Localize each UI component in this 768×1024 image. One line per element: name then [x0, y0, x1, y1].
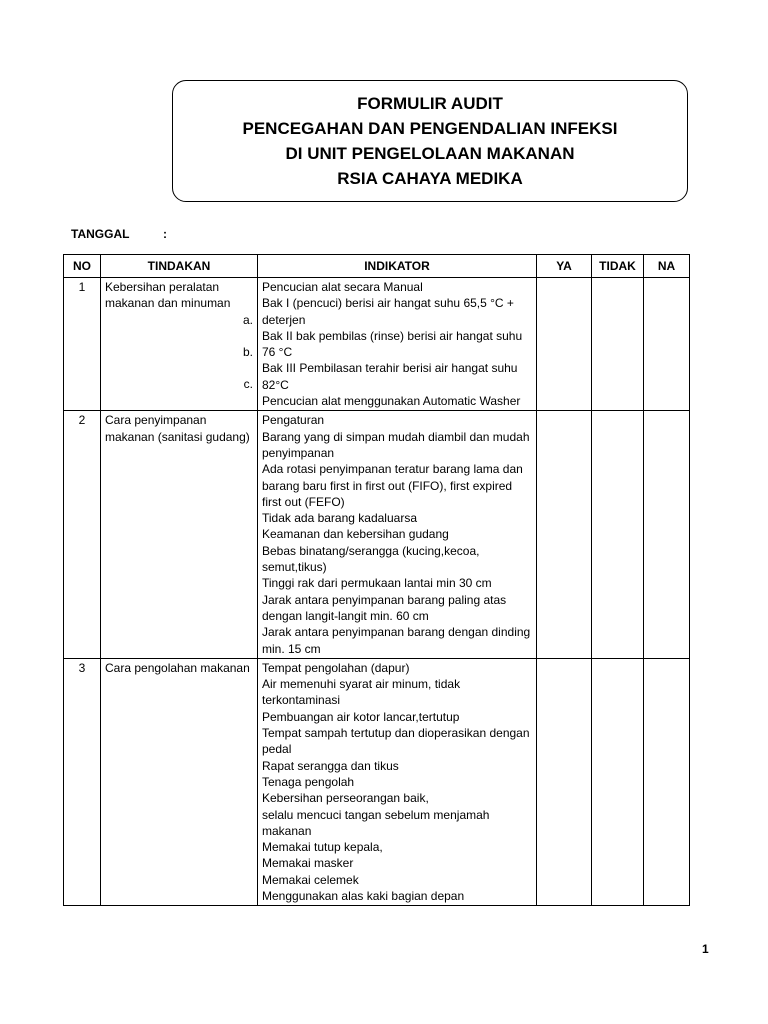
sub-label: a. [242, 312, 253, 327]
tindakan-text: Cara pengolahan makanan [105, 660, 250, 675]
header-no: NO [64, 255, 101, 278]
indikator-item: Jarak antara penyimpanan barang dengan dinding min. 15 cm [262, 625, 531, 656]
indikator-item: Bak II bak pembilas (rinse) berisi air hangat suhu 76 °C [262, 328, 523, 360]
header-tindakan: TINDAKAN [101, 255, 258, 278]
indikator-item: Bak III Pembilasan terahir berisi air hangat suhu 82°C [262, 361, 518, 392]
title-line-4: RSIA CAHAYA MEDIKA [337, 169, 523, 188]
na-cell[interactable] [644, 411, 690, 658]
indikator-item: Memakai masker [262, 856, 354, 871]
table-row [64, 411, 690, 658]
page-number: 1 [702, 942, 709, 956]
tindakan-cell [101, 411, 258, 658]
sub-label: c. [243, 377, 253, 392]
date-label: TANGGAL [71, 227, 130, 241]
table-row [64, 658, 690, 905]
header-na: NA [644, 255, 690, 278]
tindakan-cell [101, 278, 258, 411]
indikator-item: Rapat serangga dan tikus [262, 758, 399, 773]
indikator-item: Tinggi rak dari permukaan lantai min 30 cm [262, 576, 492, 591]
table-header-row [64, 255, 690, 278]
row-number: 3 [64, 658, 101, 905]
indikator-item: Pencucian alat menggunakan Automatic Washer [262, 394, 521, 409]
indikator-item: Tidak ada barang kadaluarsa [262, 511, 417, 526]
ya-cell[interactable] [537, 411, 592, 658]
indikator-item: Barang yang di simpan mudah diambil dan mudah penyimpanan [262, 429, 530, 460]
indikator-item: Bak I (pencuci) berisi air hangat suhu 65,5 °C + deterjen [262, 296, 514, 327]
tidak-cell[interactable] [592, 658, 644, 905]
table-row [64, 278, 690, 411]
tindakan-text: Cara penyimpanan makanan (sanitasi gudang) [105, 413, 250, 444]
audit-table [63, 254, 690, 906]
indikator-item: Memakai celemek [262, 872, 359, 887]
indikator-cell [258, 658, 537, 905]
indikator-item: Air memenuhi syarat air minum, tidak terkontaminasi [262, 677, 461, 708]
indikator-item: Pengaturan [262, 413, 325, 428]
indikator-item: Menggunakan alas kaki bagian depan [262, 888, 465, 903]
title-line-1: FORMULIR AUDIT [357, 94, 503, 113]
tindakan-cell [101, 658, 258, 905]
sub-label: b. [242, 344, 253, 359]
row-number: 2 [64, 411, 101, 658]
indikator-item: Pembuangan air kotor lancar,tertutup [262, 709, 460, 724]
indikator-item: Bebas binatang/serangga (kucing,kecoa, semut,tikus) [262, 543, 480, 575]
indikator-item: Ada rotasi penyimpanan teratur barang lama dan barang baru first in first out (FIFO), first expired first out (FEFO) [262, 462, 523, 509]
row-number: 1 [64, 278, 101, 411]
tindakan-text: Kebersihan peralatan makanan dan minuman [105, 280, 231, 311]
indikator-item: Keamanan dan kebersihan gudang [262, 527, 449, 542]
indikator-cell [258, 278, 537, 411]
indikator-item: Tempat sampah tertutup dan dioperasikan dengan pedal [262, 726, 530, 757]
na-cell[interactable] [644, 658, 690, 905]
indikator-item: Tenaga pengolah [262, 774, 355, 789]
indikator-item: Memakai tutup kepala, [262, 840, 383, 855]
tidak-cell[interactable] [592, 278, 644, 411]
indikator-item: selalu mencuci tangan sebelum menjamah makanan [262, 807, 490, 838]
indikator-cell [258, 411, 537, 658]
ya-cell[interactable] [537, 658, 592, 905]
indikator-item: Jarak antara penyimpanan barang paling atas dengan langit-langit min. 60 cm [262, 592, 507, 623]
date-field [71, 227, 167, 241]
tidak-cell[interactable] [592, 411, 644, 658]
title-line-3: DI UNIT PENGELOLAAN MAKANAN [285, 144, 575, 163]
title-line-2: PENCEGAHAN DAN PENGENDALIAN INFEKSI [242, 119, 618, 138]
indikator-item: Pencucian alat secara Manual [262, 280, 423, 294]
header-indikator: INDIKATOR [258, 255, 537, 278]
ya-cell[interactable] [537, 278, 592, 411]
na-cell[interactable] [644, 278, 690, 411]
header-tidak: TIDAK [592, 255, 644, 278]
indikator-item: Tempat pengolahan (dapur) [262, 660, 410, 675]
indikator-item: Kebersihan perseorangan baik, [262, 791, 429, 806]
header-ya: YA [537, 255, 592, 278]
title-box [172, 80, 688, 202]
date-colon: : [163, 227, 167, 241]
